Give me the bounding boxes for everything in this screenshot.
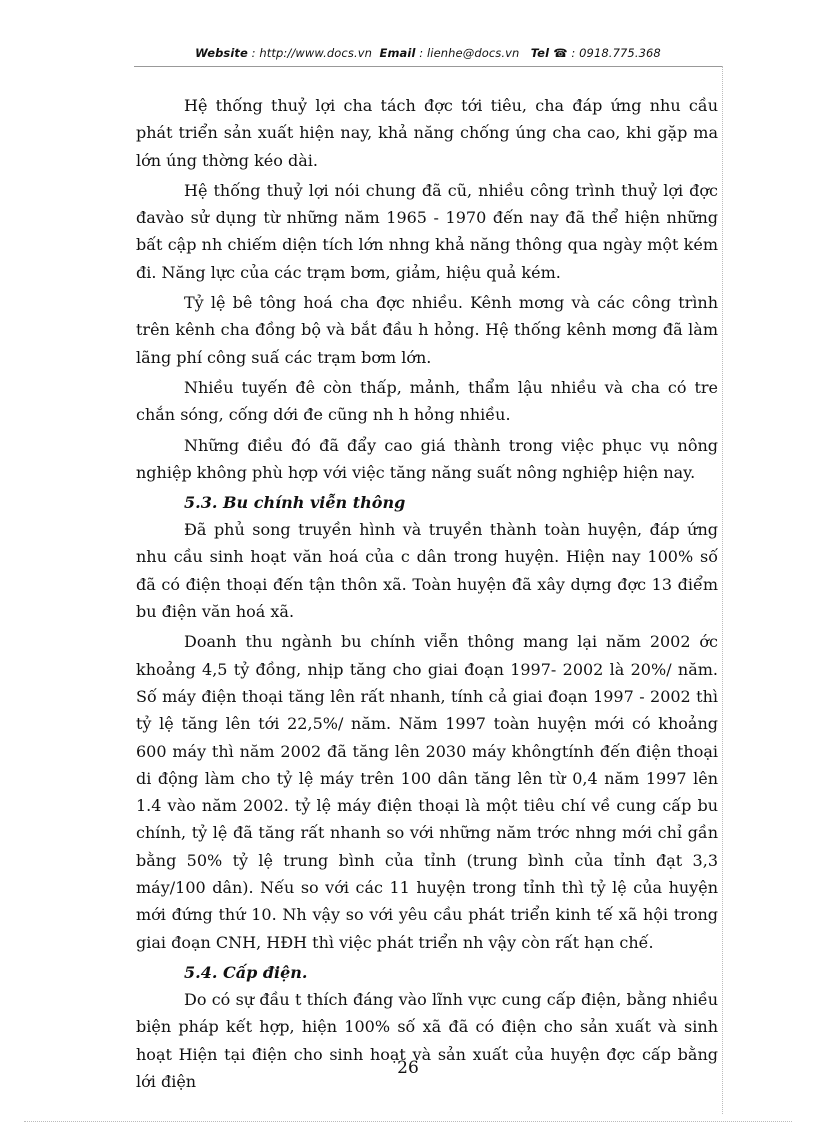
website-label: Website [195, 46, 248, 60]
tel-value: 0918.775.368 [579, 46, 661, 60]
page-number: 26 [397, 1058, 419, 1078]
header-divider [134, 66, 722, 67]
section-heading-5-3: 5.3. Bu chính viễn thông [184, 493, 406, 513]
paragraph-irrigation-1: Hệ thống thuỷ lợi cha tách đợc tới tiêu, cha đáp ứng nhu cầu phát triển sản xuất hiện nay, khả năng chống úng cha cao, khi gặp ma lớn úng thờng kéo dài. [136, 96, 718, 170]
paragraph-irrigation-2: Hệ thống thuỷ lợi nói chung đã cũ, nhiều công trình thuỷ lợi đợc đavào sử dụng từ những năm 1965 - 1970 đến nay đã thể hiện những bất cập nh chiếm diện tích lớn nhng khả năng thông qua ngày một kém đi. Năng lực của các trạm bơm, giảm, hiệu quả kém. [136, 180, 718, 282]
section-heading-5-4: 5.4. Cấp điện. [184, 962, 308, 982]
paragraph-electricity-1: Do có sự đầu t thích đáng vào lĩnh vực cung cấp điện, bằng nhiều biện pháp kết hợp, hiện 100% số xã đã có điện cho sản xuất và sinh hoạt Hiện tại điện cho sinh hoạt và sản xuất của huyện đợc cấp bằng lới điện [136, 989, 718, 1091]
website-separator: : [247, 46, 260, 60]
email-link[interactable]: lienhe@docs.vn [427, 46, 520, 60]
document-body [136, 92, 718, 1098]
tel-separator: : [567, 46, 580, 60]
page-header [134, 46, 722, 60]
paragraph-irrigation-4: Nhiều tuyến đê còn thấp, mảnh, thẩm lậu nhiều và cha có tre chắn sóng, cống dới đe cũng nh h hỏng nhiều. [136, 377, 718, 425]
email-separator: : [415, 46, 427, 60]
website-link[interactable]: http://www.docs.vn [259, 46, 372, 60]
paragraph-telecom-2: Doanh thu ngành bu chính viễn thông mang lại năm 2002 ớc khoảng 4,5 tỷ đồng, nhịp tăng cho giai đoạn 1997- 2002 là 20%/ năm. Số máy điện thoại tăng lên rất nhanh, tính cả giai đoạn 1997 - 2002 thì tỷ lệ tăng lên tới 22,5%/ năm. Năm 1997 toàn huyện mới có khoảng 600 máy thì năm 2002 đã tăng lên 2030 máy khôngtính đến điện thoại di động làm cho tỷ lệ máy trên 100 dân tăng lên từ 0,4 năm 1997 lên 1.4 vào năm 2002. tỷ lệ máy điện thoại là một tiêu chí về cung cấp bu chính, tỷ lệ đã tăng rất nhanh so với những năm trớc nhng mới chỉ gần bằng 50% tỷ lệ trung bình của tỉnh (trung bình của tỉnh đạt 3,3 máy/100 dân). Nếu so với các 11 huyện trong tỉnh thì tỷ lệ của huyện mới đứng thứ 10. Nh vậy so với yêu cầu phát triển kinh tế xã hội trong giai đoạn CNH, HĐH thì việc phát triển nh vậy còn rất hạn chế. [136, 632, 718, 952]
page-border-right [722, 66, 723, 1114]
paragraph-irrigation-5: Những điều đó đã đẩy cao giá thành trong việc phục vụ nông nghiệp không phù hợp với việc tăng năng suất nông nghiệp hiện nay. [136, 435, 718, 482]
page-border-bottom [24, 1121, 792, 1122]
tel-label: Tel ☎ [530, 46, 568, 60]
paragraph-telecom-1: Đã phủ song truyền hình và truyền thành toàn huyện, đáp ứng nhu cầu sinh hoạt văn hoá của c dân trong huyện. Hiện nay 100% số đã có điện thoại đến tận thôn xã. Toàn huyện đã xây dựng đợc 13 điểm bu điện văn hoá xã. [136, 520, 718, 622]
paragraph-irrigation-3: Tỷ lệ bê tông hoá cha đợc nhiều. Kênh mơng và các công trình trên kênh cha đồng bộ và bắt đầu h hỏng. Hệ thống kênh mơng đã làm lãng phí công suấ các trạm bơm lớn. [136, 293, 718, 367]
email-label: Email [379, 46, 416, 60]
